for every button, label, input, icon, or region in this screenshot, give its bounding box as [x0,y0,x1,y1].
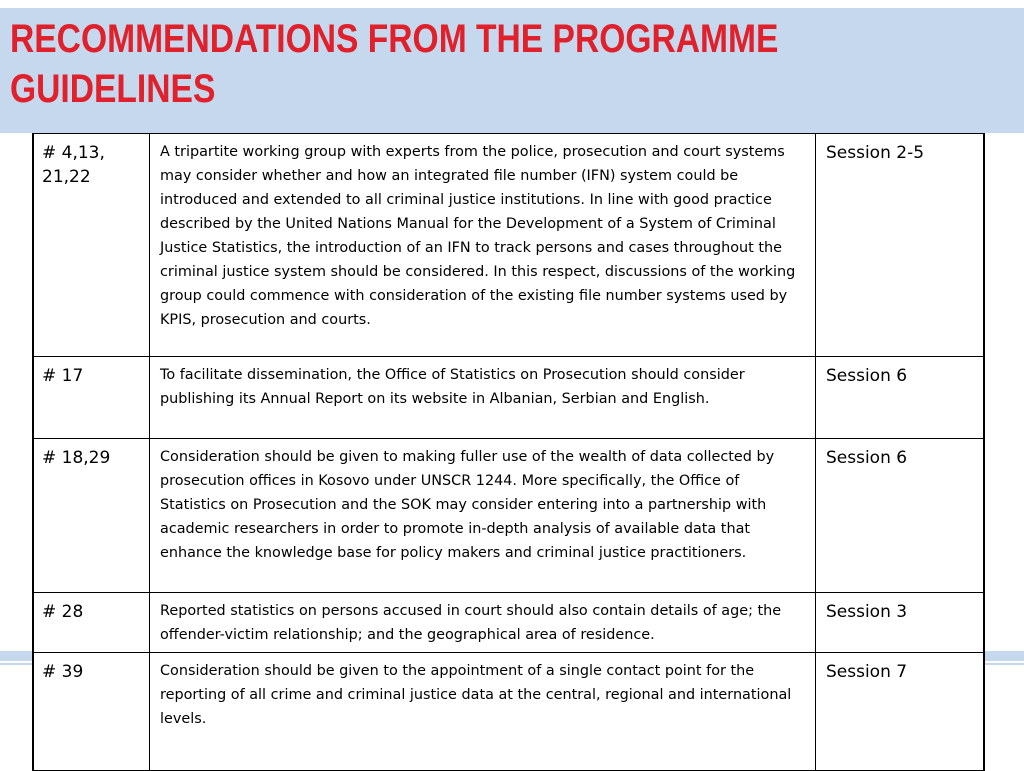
recommendation-session: Session 7 [816,653,985,771]
recommendation-session: Session 6 [816,439,985,593]
recommendation-session: Session 6 [816,357,985,439]
recommendation-ref: # 18,29 [33,439,150,593]
recommendation-text: A tripartite working group with experts from the police, prosecution and court systems may consider whether and how an integrated file number (IFN) system could be introduced and extended to all criminal justice institutions. In line with good practice described by the United Nations Manual for the Development of a System of Criminal Justice Statistics, the introduction of an IFN to track persons and cases throughout the criminal justice system should be considered. In this respect, discussions of the working group could commence with consideration of the existing file number systems used by KPIS, prosecution and courts. [150,134,816,357]
recommendation-ref: # 4,13, 21,22 [33,134,150,357]
recommendation-session: Session 3 [816,593,985,653]
table-row [33,357,984,439]
table-row [33,439,984,593]
slide-title-line-1: RECOMMENDATIONS FROM THE PROGRAMME [10,17,779,61]
recommendation-ref: # 17 [33,357,150,439]
recommendation-text: To facilitate dissemination, the Office of Statistics on Prosecution should consider publishing its Annual Report on its website in Albanian, Serbian and English. [150,357,816,439]
recommendation-ref: # 28 [33,593,150,653]
table-row [33,134,984,357]
slide-title [10,14,816,114]
recommendation-text: Consideration should be given to making fuller use of the wealth of data collected by prosecution offices in Kosovo under UNSCR 1244. More specifically, the Office of Statistics on Prosecution and the SOK may consider entering into a partnership with academic researchers in order to promote in-depth analysis of available data that enhance the knowledge base for policy makers and criminal justice practitioners. [150,439,816,593]
recommendation-ref: # 39 [33,653,150,771]
table-row [33,653,984,771]
recommendations-table [32,133,985,771]
slide-title-line-2: GUIDELINES [10,67,216,111]
recommendation-text: Consideration should be given to the appointment of a single contact point for the reporting of all crime and criminal justice data at the central, regional and international levels. [150,653,816,771]
recommendation-text: Reported statistics on persons accused in court should also contain details of age; the offender-victim relationship; and the geographical area of residence. [150,593,816,653]
recommendation-session: Session 2-5 [816,134,985,357]
table-row [33,593,984,653]
